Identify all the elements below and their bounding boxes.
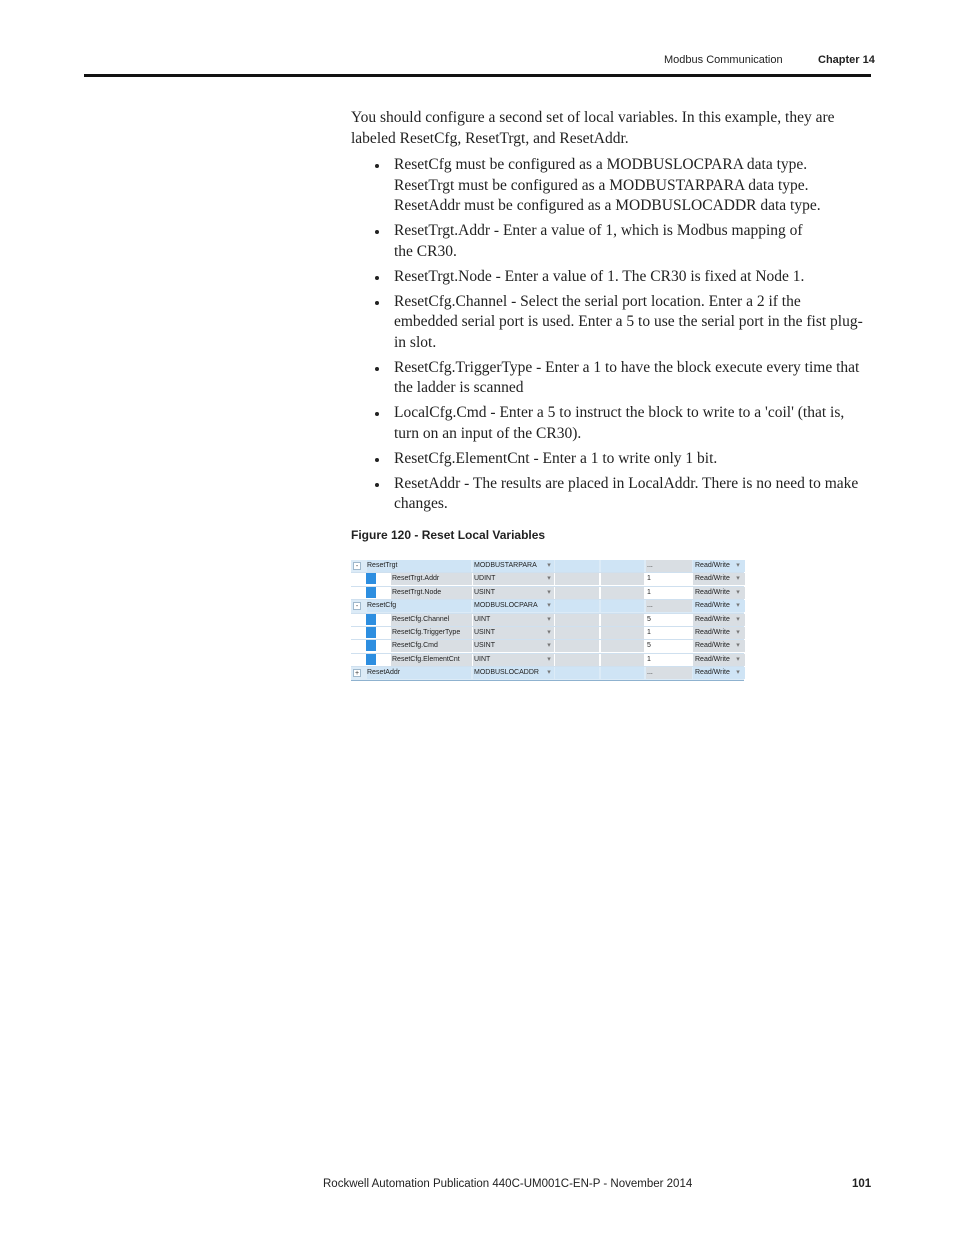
bullet-line: turn on an input of the CR30). xyxy=(394,424,582,442)
initial-value-cell[interactable]: ... xyxy=(646,600,692,612)
intro-paragraph: You should configure a second set of local variables. In this example, they are labeled ResetCfg, ResetTrgt, and ResetAddr. xyxy=(351,109,835,147)
attribute-dropdown-icon[interactable]: ▾ xyxy=(736,642,740,650)
footer-publication: Rockwell Automation Publication 440C-UM001C-EN-P - November 2014 xyxy=(323,1178,693,1190)
data-type-dropdown-icon[interactable]: ▾ xyxy=(547,628,551,636)
bullet-item xyxy=(351,474,873,515)
variable-name[interactable]: ResetTrgt xyxy=(367,560,471,572)
alias-cell[interactable] xyxy=(601,654,644,666)
initial-value-cell[interactable]: 5 xyxy=(646,614,692,626)
initial-value-cell[interactable]: 1 xyxy=(646,587,692,599)
variable-name[interactable]: ResetTrgt.Addr xyxy=(391,573,472,585)
alias-cell[interactable] xyxy=(601,640,644,652)
collapse-minus-icon[interactable]: - xyxy=(353,602,361,610)
alias-cell[interactable] xyxy=(601,614,644,626)
initial-value-cell[interactable]: 1 xyxy=(646,654,692,666)
attribute-cell[interactable]: Read/Write xyxy=(693,614,745,626)
alias-cell[interactable] xyxy=(601,667,644,679)
bullet-item xyxy=(351,358,873,399)
child-indicator-block xyxy=(366,614,376,625)
body-content xyxy=(351,108,873,519)
dimension-cell[interactable] xyxy=(555,627,599,639)
initial-value-cell[interactable]: ... xyxy=(646,667,692,679)
attribute-cell[interactable]: Read/Write xyxy=(693,667,745,679)
attribute-cell[interactable]: Read/Write xyxy=(693,600,745,612)
variable-name[interactable]: ResetCfg.TriggerType xyxy=(391,627,472,639)
bullet-line: ResetCfg.ElementCnt - Enter a 1 to write only 1 bit. xyxy=(394,449,718,467)
grid-row[interactable] xyxy=(351,600,744,613)
bullet-line: ResetAddr - The results are placed in LocalAddr. There is no need to make xyxy=(394,474,859,492)
data-type-cell[interactable]: MODBUSLOCADDR xyxy=(473,667,554,679)
bullet-line: the ladder is scanned xyxy=(394,379,524,396)
bullet-item xyxy=(351,267,873,288)
header-section-title: Modbus Communication xyxy=(664,54,783,66)
bullet-item xyxy=(351,292,873,354)
dimension-cell[interactable] xyxy=(555,640,599,652)
data-type-dropdown-icon[interactable]: ▾ xyxy=(547,575,551,583)
grid-row[interactable] xyxy=(351,654,744,667)
data-type-dropdown-icon[interactable]: ▾ xyxy=(547,642,551,650)
attribute-dropdown-icon[interactable]: ▾ xyxy=(736,655,740,663)
attribute-dropdown-icon[interactable]: ▾ xyxy=(736,602,740,610)
figure-caption: Figure 120 - Reset Local Variables xyxy=(351,528,546,542)
alias-cell[interactable] xyxy=(601,573,644,585)
data-type-cell[interactable]: USINT xyxy=(473,627,554,639)
bullet-list xyxy=(351,155,873,515)
attribute-dropdown-icon[interactable]: ▾ xyxy=(736,575,740,583)
initial-value-cell[interactable]: 1 xyxy=(646,573,692,585)
attribute-cell[interactable]: Read/Write xyxy=(693,573,745,585)
data-type-dropdown-icon[interactable]: ▾ xyxy=(547,615,551,623)
attribute-cell[interactable]: Read/Write xyxy=(693,627,745,639)
child-indicator-block xyxy=(366,640,376,651)
data-type-cell[interactable]: USINT xyxy=(473,640,554,652)
bullet-item xyxy=(351,221,873,262)
data-type-dropdown-icon[interactable]: ▾ xyxy=(547,602,551,610)
header-chapter: Chapter 14 xyxy=(818,54,875,66)
variable-name[interactable]: ResetCfg xyxy=(367,600,471,612)
data-type-cell[interactable]: MODBUSLOCPARA xyxy=(473,600,554,612)
header-rule xyxy=(84,74,871,77)
data-type-cell[interactable]: UINT xyxy=(473,654,554,666)
expand-toggle[interactable] xyxy=(353,560,363,572)
child-indicator-block xyxy=(366,573,376,584)
grid-row[interactable] xyxy=(351,614,744,627)
dimension-cell[interactable] xyxy=(555,573,599,585)
dimension-cell[interactable] xyxy=(555,614,599,626)
attribute-cell[interactable]: Read/Write xyxy=(693,654,745,666)
data-type-dropdown-icon[interactable]: ▾ xyxy=(547,655,551,663)
attribute-dropdown-icon[interactable]: ▾ xyxy=(736,615,740,623)
grid-row[interactable] xyxy=(351,667,744,680)
variable-name[interactable]: ResetTrgt.Node xyxy=(391,587,472,599)
data-type-cell[interactable]: USINT xyxy=(473,587,554,599)
bullet-line: changes. xyxy=(394,495,448,512)
alias-cell[interactable] xyxy=(601,560,644,572)
data-type-dropdown-icon[interactable]: ▾ xyxy=(547,562,551,569)
bullet-item xyxy=(351,449,873,470)
bullet-line: LocalCfg.Cmd - Enter a 5 to instruct the block to write to a 'coil' (that is, xyxy=(394,404,845,421)
child-indicator-block xyxy=(366,627,376,638)
bullet-line: ResetTrgt.Addr - Enter a value of 1, which is Modbus mapping of xyxy=(394,222,803,239)
initial-value-cell[interactable]: ... xyxy=(646,560,692,572)
expand-toggle[interactable] xyxy=(353,600,363,612)
grid-row[interactable] xyxy=(351,587,744,600)
grid-row[interactable] xyxy=(351,640,744,653)
attribute-cell[interactable]: Read/Write xyxy=(693,560,745,572)
bullet-line: ResetCfg must be configured as a MODBUSLOCPARA data type. xyxy=(394,156,808,173)
grid-row[interactable] xyxy=(351,627,744,640)
child-indicator-block xyxy=(366,654,376,665)
expand-plus-icon[interactable]: + xyxy=(354,670,360,678)
dimension-cell[interactable] xyxy=(555,667,599,679)
collapse-minus-icon[interactable]: - xyxy=(353,562,361,570)
attribute-dropdown-icon[interactable]: ▾ xyxy=(736,562,740,569)
attribute-dropdown-icon[interactable]: ▾ xyxy=(736,628,740,636)
variable-name[interactable]: ResetCfg.ElementCnt xyxy=(391,654,472,666)
bullet-line: ResetCfg.TriggerType - Enter a 1 to have the block execute every time that xyxy=(394,358,860,376)
alias-cell[interactable] xyxy=(601,600,644,612)
data-type-dropdown-icon[interactable]: ▾ xyxy=(547,669,551,677)
data-type-cell[interactable]: MODBUSTARPARA xyxy=(473,560,554,572)
variables-grid xyxy=(351,560,744,681)
bullet-line: in slot. xyxy=(394,333,437,351)
expand-toggle[interactable] xyxy=(353,667,363,679)
initial-value-cell[interactable]: 5 xyxy=(646,640,692,652)
initial-value-cell[interactable]: 1 xyxy=(646,627,692,639)
data-type-cell[interactable]: UINT xyxy=(473,614,554,626)
variable-name[interactable]: ResetCfg.Channel xyxy=(391,614,472,626)
dimension-cell[interactable] xyxy=(555,587,599,599)
variable-name[interactable]: ResetCfg.Cmd xyxy=(391,640,472,652)
bullet-line: embedded serial port is used. Enter a 5 to use the serial port in the fist plug- xyxy=(394,313,863,330)
footer-page-number: 101 xyxy=(852,1178,872,1190)
dimension-cell[interactable] xyxy=(555,600,599,612)
bullet-line: ResetTrgt.Node - Enter a value of 1. The CR30 is fixed at Node 1. xyxy=(394,267,805,285)
alias-cell[interactable] xyxy=(601,587,644,599)
alias-cell[interactable] xyxy=(601,627,644,639)
bullet-item xyxy=(351,155,873,217)
child-indicator-block xyxy=(366,587,376,598)
grid-row[interactable] xyxy=(351,560,744,573)
bullet-line: ResetTrgt must be configured as a MODBUSTARPARA data type. xyxy=(394,176,809,194)
dimension-cell[interactable] xyxy=(555,654,599,666)
attribute-cell[interactable]: Read/Write xyxy=(693,587,745,599)
dimension-cell[interactable] xyxy=(555,560,599,572)
bullet-line: the CR30. xyxy=(394,242,457,260)
data-type-cell[interactable]: UDINT xyxy=(473,573,554,585)
variable-name[interactable]: ResetAddr xyxy=(367,667,471,679)
grid-row[interactable] xyxy=(351,573,744,586)
bullet-item xyxy=(351,403,873,444)
attribute-dropdown-icon[interactable]: ▾ xyxy=(736,669,740,677)
data-type-dropdown-icon[interactable]: ▾ xyxy=(547,588,551,596)
bullet-line: ResetCfg.Channel - Select the serial port location. Enter a 2 if the xyxy=(394,292,801,310)
bullet-line: ResetAddr must be configured as a MODBUSLOCADDR data type. xyxy=(394,197,821,214)
attribute-dropdown-icon[interactable]: ▾ xyxy=(736,588,740,596)
attribute-cell[interactable]: Read/Write xyxy=(693,640,745,652)
